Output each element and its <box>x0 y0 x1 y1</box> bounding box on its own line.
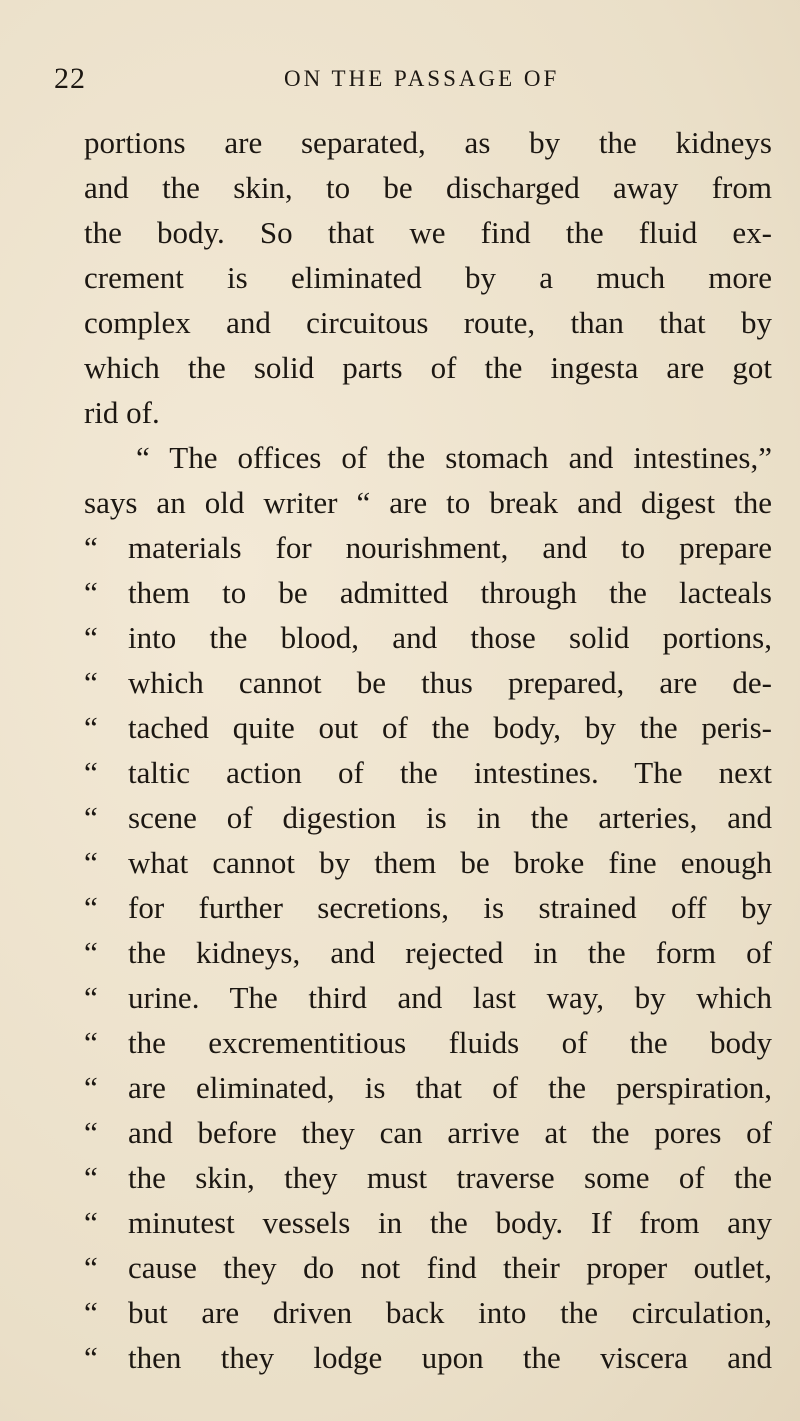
quote-line-text: for further secretions, is strained off by <box>128 890 772 925</box>
quote-line <box>84 1155 772 1200</box>
quote-mark: “ <box>84 710 98 745</box>
quote-line-text: urine. The third and last way, by which <box>128 980 772 1015</box>
page-header <box>54 62 746 98</box>
quote-mark: “ <box>84 1205 98 1240</box>
quote-line <box>84 615 772 660</box>
text-line: the body. So that we find the fluid ex- <box>84 215 772 250</box>
quote-line <box>84 1290 772 1335</box>
quote-mark: “ <box>84 620 98 655</box>
text-line: which the solid parts of the ingesta are got <box>84 350 772 385</box>
quote-line-text: what cannot by them be broke fine enough <box>128 845 772 880</box>
quote-mark: “ <box>84 1250 98 1285</box>
body-text <box>84 120 772 1380</box>
quote-mark: “ <box>84 665 98 700</box>
quote-mark: “ <box>84 530 98 565</box>
text-line: rid of. <box>84 395 160 430</box>
quote-line-text: then they lodge upon the viscera and <box>128 1340 772 1375</box>
quote-mark: “ <box>84 1115 98 1150</box>
quote-mark: “ <box>84 1160 98 1195</box>
quote-line <box>84 1020 772 1065</box>
quote-line-text: cause they do not find their proper outlet, <box>128 1250 772 1285</box>
quote-mark: “ <box>84 1340 98 1375</box>
quote-line <box>84 660 772 705</box>
running-head: ON THE PASSAGE OF <box>284 66 560 91</box>
text-line: portions are separated, as by the kidneys <box>84 125 772 160</box>
page-number: 22 <box>54 62 86 95</box>
quote-line-text: taltic action of the intestines. The next <box>128 755 772 790</box>
quote-line <box>84 1245 772 1290</box>
quote-line-text: and before they can arrive at the pores of <box>128 1115 772 1150</box>
quote-line-text: the excrementitious fluids of the body <box>128 1025 772 1060</box>
quote-line <box>84 975 772 1020</box>
text-line: complex and circuitous route, than that by <box>84 305 772 340</box>
quote-line <box>84 1065 772 1110</box>
quote-line <box>84 750 772 795</box>
quote-line <box>84 1200 772 1245</box>
quote-mark: “ <box>84 575 98 610</box>
quote-mark: “ <box>84 800 98 835</box>
quote-line-text: materials for nourishment, and to prepare <box>128 530 772 565</box>
quote-mark: “ <box>84 1025 98 1060</box>
quote-mark: “ <box>84 935 98 970</box>
quote-mark: “ <box>84 890 98 925</box>
quote-line-text: which cannot be thus prepared, are de- <box>128 665 772 700</box>
quote-line <box>84 885 772 930</box>
quote-line-text: tached quite out of the body, by the peris- <box>128 710 772 745</box>
quote-line <box>84 840 772 885</box>
quote-line-text: minutest vessels in the body. If from any <box>128 1205 772 1240</box>
quote-line <box>84 1335 772 1380</box>
quote-mark: “ <box>84 1295 98 1330</box>
quote-mark: “ <box>84 980 98 1015</box>
quote-attribution-line: says an old writer “ are to break and digest the <box>84 485 772 520</box>
quote-line <box>84 930 772 975</box>
quote-line-text: are eliminated, is that of the perspiration, <box>128 1070 772 1105</box>
text-line: and the skin, to be discharged away from <box>84 170 772 205</box>
text-line: crement is eliminated by a much more <box>84 260 772 295</box>
quote-line-text: but are driven back into the circulation, <box>128 1295 772 1330</box>
quote-opening-line: “ The offices of the stomach and intestines,” <box>136 440 772 475</box>
quote-mark: “ <box>84 755 98 790</box>
quote-line-text: into the blood, and those solid portions, <box>128 620 772 655</box>
quote-line <box>84 1110 772 1155</box>
quote-line <box>84 525 772 570</box>
quote-line-text: the kidneys, and rejected in the form of <box>128 935 772 970</box>
quote-line <box>84 570 772 615</box>
quote-line-text: the skin, they must traverse some of the <box>128 1160 772 1195</box>
quote-line <box>84 795 772 840</box>
quote-line-text: scene of digestion is in the arteries, and <box>128 800 772 835</box>
quote-mark: “ <box>84 845 98 880</box>
quote-line-text: them to be admitted through the lacteals <box>128 575 772 610</box>
quote-line <box>84 705 772 750</box>
quote-mark: “ <box>84 1070 98 1105</box>
